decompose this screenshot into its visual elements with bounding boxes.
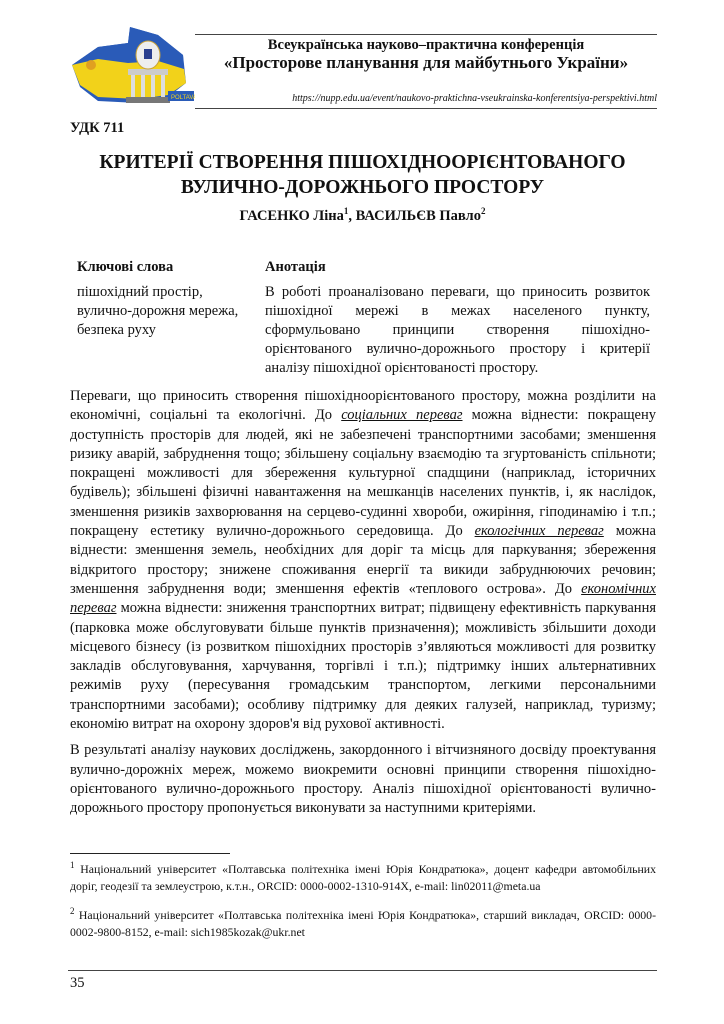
header-top-rule <box>195 34 657 35</box>
text-segment: Переваги, що приносить створення пішохідноорієнтованого простору, можна розділити на економічні, соціальні та екологічні. До <box>70 388 656 424</box>
footnote-1-text: Національний університет «Полтавська політехніка імені Юрія Кондратюка», доцент кафедри автомобільних доріг, геодезії та землеустрою, к.т.н., ORCID: 0000-0002-1310-914X, e-mail: lin02011@meta.ua <box>70 861 656 893</box>
conference-name-line2: «Просторове планування для майбутнього України» <box>223 53 629 72</box>
udk-code: УДК 711 <box>70 120 125 136</box>
footnote-separator <box>70 853 230 854</box>
emphasis-social-benefits: соціальних переваг <box>341 407 463 424</box>
body-paragraph-2: В результаті аналізу наукових досліджень, закордонного і вітчизняного досвіду проектування вулично-дорожніх мереж, можемо виокремити основні принципи створення пішохідно-орієнтованого вулично-дорожнього простору. Аналіз пішохідної орієнтованості вулично-дорожнього простору пропонується виконувати за наступними критеріями. <box>70 742 656 817</box>
footnote-1-number: 1 <box>70 860 75 870</box>
author-2-footnote-ref: 2 <box>480 206 486 216</box>
conference-name-line1: Всеукраїнська науково–практична конференція <box>267 37 585 53</box>
keywords-heading: Ключові слова <box>77 259 174 275</box>
text-segment: можна віднести: покращену доступність просторів для людей, які не забезпечені транспортними засобами; зменшення ризику аварій, забруднення тощо; збільшену соціальну взаємодію та згуртованість спільноти; покращені можливості для збереження культурної спадщини (наприклад, історичних будівель); збільшені фізичні навантаження на мешканців населених пунктів, і, як наслідок, зменшення ризиків захворювання на серцево-судинні хвороби, ожиріння, гіподинамію і т.п.; покращену естетику вулично-дорожнього середовища. До <box>70 407 656 540</box>
title-line2: ВУЛИЧНО-ДОРОЖНЬОГО ПРОСТОРУ <box>180 177 545 198</box>
footnote-2-text: Національний університет «Полтавська політехніка імені Юрія Кондратюка», старший викладач, ORCID: 0000-0002-9800-8152, e-mail: sich1985kozak@ukr.net <box>70 907 656 939</box>
author-separator: , <box>348 207 356 224</box>
emphasis-ecological-benefits: екологічних переваг <box>474 523 604 540</box>
footnote-1 <box>70 857 656 895</box>
keywords-text: пішохідний простір, вулично-дорожня мережа, безпека руху <box>77 284 239 338</box>
footnotes <box>70 857 656 949</box>
authors <box>70 206 655 225</box>
page-number: 35 <box>70 975 85 991</box>
body-text <box>70 387 656 826</box>
keywords-column <box>77 258 257 340</box>
footer-rule <box>68 970 657 971</box>
footnote-2-number: 2 <box>70 905 75 916</box>
body-paragraph-1 <box>70 387 656 734</box>
text-segment: можна віднести: зменшення земель, необхідних для доріг та місць для паркування; збереження відкритого простору; знижене споживання енергії та викиди забруднюючих речовин; зменшення забруднення води; зменшення ефектів «теплового острова». До <box>70 523 656 597</box>
abstract-text: В роботі проаналізовано переваги, що приносить розвиток пішохідної мережі в межах населеного пункту, сформульовано принципи створення пішохідно-орієнтованого вулично-дорожнього простору і критерії аналізу пішохідної орієнтованості простору. <box>265 284 650 376</box>
title-line1: КРИТЕРІЇ СТВОРЕННЯ ПІШОХІДНООРІЄНТОВАНОГО <box>99 152 626 173</box>
conference-url[interactable]: https://nupp.edu.ua/event/naukovo-praktichna-vseukrainska-konferentsiya-perspektivi.html <box>292 93 657 104</box>
svg-text:POLTAVA: POLTAVA <box>171 95 195 101</box>
header-bottom-rule <box>195 108 657 109</box>
text-segment: можна віднести: зниження транспортних витрат; підвищену ефективність паркування (парковка може обслуговувати більше пунктів призначення); можливість збільшити доходи місцевого бізнесу (із розвитком пішохідних просторів з’являються можливості для розвитку закладів обслуговування, харчування, торгівлі і т.п.); підтримку інших альтернативних режимів руху (пересування громадським транспортом, легкими персональними транспортними засобами); особливу підтримку для деяких галузей, наприклад, туризму; економію витрат на охорону здоров'я від рухової активності. <box>70 600 656 733</box>
abstract-heading: Анотація <box>265 259 326 275</box>
emphasis-economic-benefits: економічних переваг <box>70 580 656 617</box>
abstract-column <box>265 258 650 378</box>
footnote-2 <box>70 903 656 941</box>
conference-logo <box>68 25 195 107</box>
author-2: ВАСИЛЬЄВ Павло <box>355 207 481 224</box>
author-1: ГАСЕНКО Ліна <box>239 207 344 224</box>
author-1-footnote-ref: 1 <box>343 206 349 216</box>
